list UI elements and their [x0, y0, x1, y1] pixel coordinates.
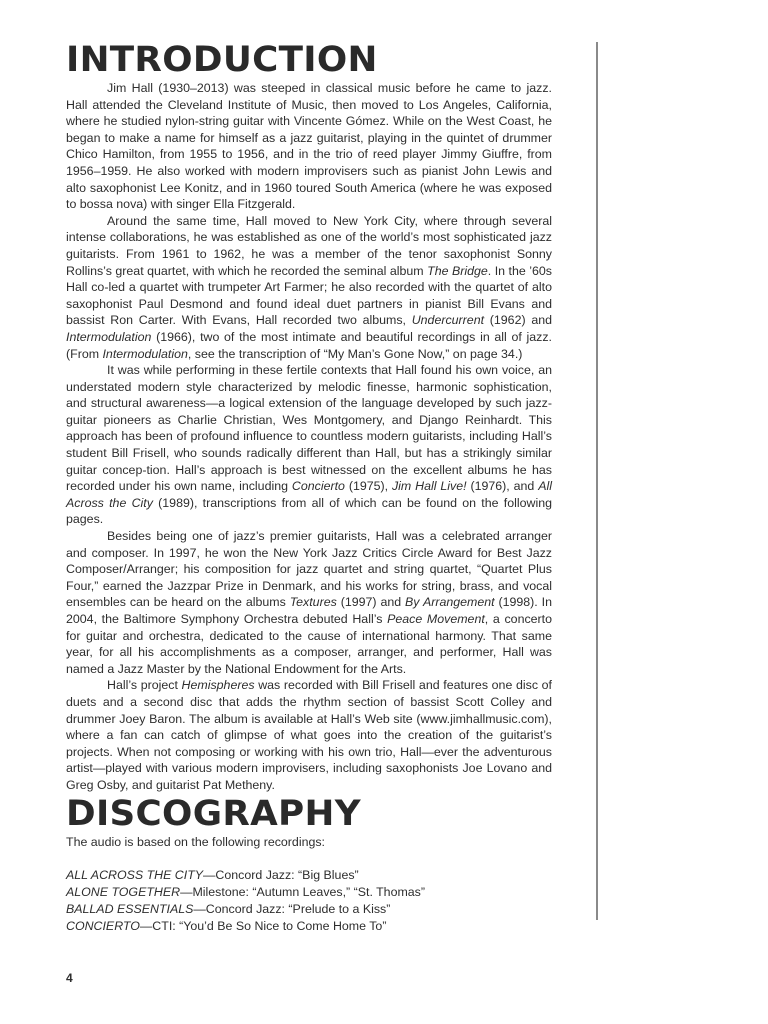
discography-heading: DISCOGRAPHY	[66, 793, 361, 834]
introduction-paragraph	[66, 80, 552, 213]
album-title: BALLAD ESSENTIALS	[66, 902, 194, 917]
paragraph-text: (1962) and	[484, 313, 552, 328]
introduction-paragraph	[66, 528, 552, 677]
album-details: —Milestone: “Autumn Leaves,” “St. Thomas”	[180, 885, 425, 900]
paragraph-text: (1975),	[344, 479, 392, 494]
paragraph-text: Jim Hall (1930–2013) was steeped in classical music before he came to jazz. Hall attended the Cleveland Institute of Music, then moved to Los Angeles, California, where he studied nylon-string guitar with Vincente Gómez. While on the West Coast, he began to make a name for himself as a jazz guitarist, playing in the quintet of drummer Chico Hamilton, from 1955 to 1956, and in the trio of reed player Jimmy Giuffre, from 1956–1959. He also worked with modern improvisers such as pianist John Lewis and alto saxophonist Lee Konitz, and in 1960 toured South America (where he was exposed to bossa nova) with singer Ella Fitzgerald.	[66, 81, 552, 212]
paragraph-text: (1976), and	[466, 479, 539, 494]
italic-title-text: The Bridge	[427, 263, 488, 278]
introduction-paragraph	[66, 362, 552, 528]
discography-list	[66, 867, 552, 935]
discography-entry	[66, 884, 552, 901]
album-details: —Concord Jazz: “Prelude to a Kiss”	[193, 902, 391, 917]
album-details: —CTI: “You’d Be So Nice to Come Home To”	[139, 919, 387, 934]
italic-title-text: Textures	[289, 595, 337, 610]
italic-title-text: Intermodulation	[102, 346, 188, 361]
paragraph-text: was recorded with Bill Frisell and features one disc of duets and a second disc that adds the rhythm section of bassist Scott Colley and drummer Joey Baron. The album is available at Hall’s Web site (www.jimhallmusic.com), where a fan can catch of glimpse of what goes into the creation of the guitarist’s projects. When not composing or working with his own trio, Hall—ever the adventurous artist—played with various modern improvisers, including saxophonists Joe Lovano and Greg Osby, and guitarist Pat Metheny.	[66, 678, 552, 792]
introduction-body	[66, 80, 552, 794]
album-details: —Concord Jazz: “Big Blues”	[203, 868, 359, 883]
text-column	[66, 40, 552, 935]
introduction-paragraph	[66, 677, 552, 793]
paragraph-text: . In the ’60s Hall co-led a quartet with trumpeter Art Farmer; he also recorded with the quartet of alto saxophonist Paul Desmond and found ideal duet partners in pianist Bill Evans and bassist Ron Carter. With Evans, Hall recorded two albums,	[66, 263, 552, 328]
page-number: 4	[66, 971, 73, 985]
discography-entry	[66, 901, 552, 918]
discography-intro: The audio is based on the following recordings:	[66, 834, 325, 849]
paragraph-text: Hall’s project	[107, 678, 182, 693]
introduction-paragraph	[66, 213, 552, 362]
album-title: ALONE TOGETHER	[66, 885, 181, 900]
italic-title-text: By Arrangement	[405, 595, 495, 610]
discography-entry	[66, 918, 552, 935]
paragraph-text: Around the same time, Hall moved to New York City, where through several intense collaborations, he was established as one of the world’s most sophisticated jazz guitarists. From 1961 to 1962, he was a member of the tenor saxophonist Sonny Rollins’s great quartet, with which he recorded the seminal album	[66, 213, 552, 278]
italic-title-text: Intermodulation	[66, 329, 152, 344]
paragraph-text: (1989), transcriptions from all of which can be found on the following pages.	[66, 495, 552, 527]
paragraph-text: Besides being one of jazz’s premier guitarists, Hall was a celebrated arranger and composer. In 1997, he won the New York Jazz Critics Circle Award for Best Jazz Composer/Arranger; his composition for jazz quartet and string quartet, “Quartet Plus Four,” earned the Jazzpar Prize in Denmark, and his works for string, brass, and vocal ensembles can be heard on the albums	[66, 529, 552, 610]
album-title: CONCIERTO	[66, 919, 140, 934]
discography-entry	[66, 867, 552, 884]
italic-title-text: Jim Hall Live!	[391, 479, 467, 494]
italic-title-text: Hemispheres	[181, 678, 255, 693]
introduction-heading: INTRODUCTION	[66, 40, 378, 80]
paragraph-text: (1998). In 2004, the Baltimore Symphony Orchestra debuted Hall’s	[66, 595, 552, 626]
italic-title-text: All Across the City	[66, 479, 552, 510]
paragraph-text: , a concerto for guitar and orchestra, dedicated to the cause of international harmony. That same year, for all his accomplishments as a composer, arranger, and performer, Hall was named a Jazz Master by the National Endowment for the Arts.	[66, 612, 553, 676]
album-title: ALL ACROSS THE CITY	[66, 868, 204, 883]
paragraph-text: , see the transcription of “My Man’s Gone Now,” on page 34.)	[187, 346, 523, 361]
vertical-margin-rule	[596, 42, 598, 920]
italic-title-text: Peace Movement	[387, 612, 485, 626]
paragraph-text: (1997) and	[336, 595, 406, 610]
paragraph-text: It was while performing in these fertile contexts that Hall found his own voice, an understated modern style characterized by melodic finesse, harmonic sophistication, and structural awareness—a logical extension of the language developed by such jazz-guitar pioneers as Charlie Christian, Wes Montgomery, and Django Reinhardt. This approach has been of profound influence to countless modern guitarists, including Hall’s student Bill Frisell, who sounds radically different than Hall, but has a strikingly similar guitar concep-tion. Hall’s approach is best witnessed on the excellent albums he has recorded under his own name, including	[66, 363, 552, 494]
italic-title-text: Concierto	[291, 479, 345, 494]
paragraph-text: (1966), two of the most intimate and beautiful recordings in all of jazz. (From	[66, 329, 552, 361]
italic-title-text: Undercurrent	[411, 313, 485, 328]
